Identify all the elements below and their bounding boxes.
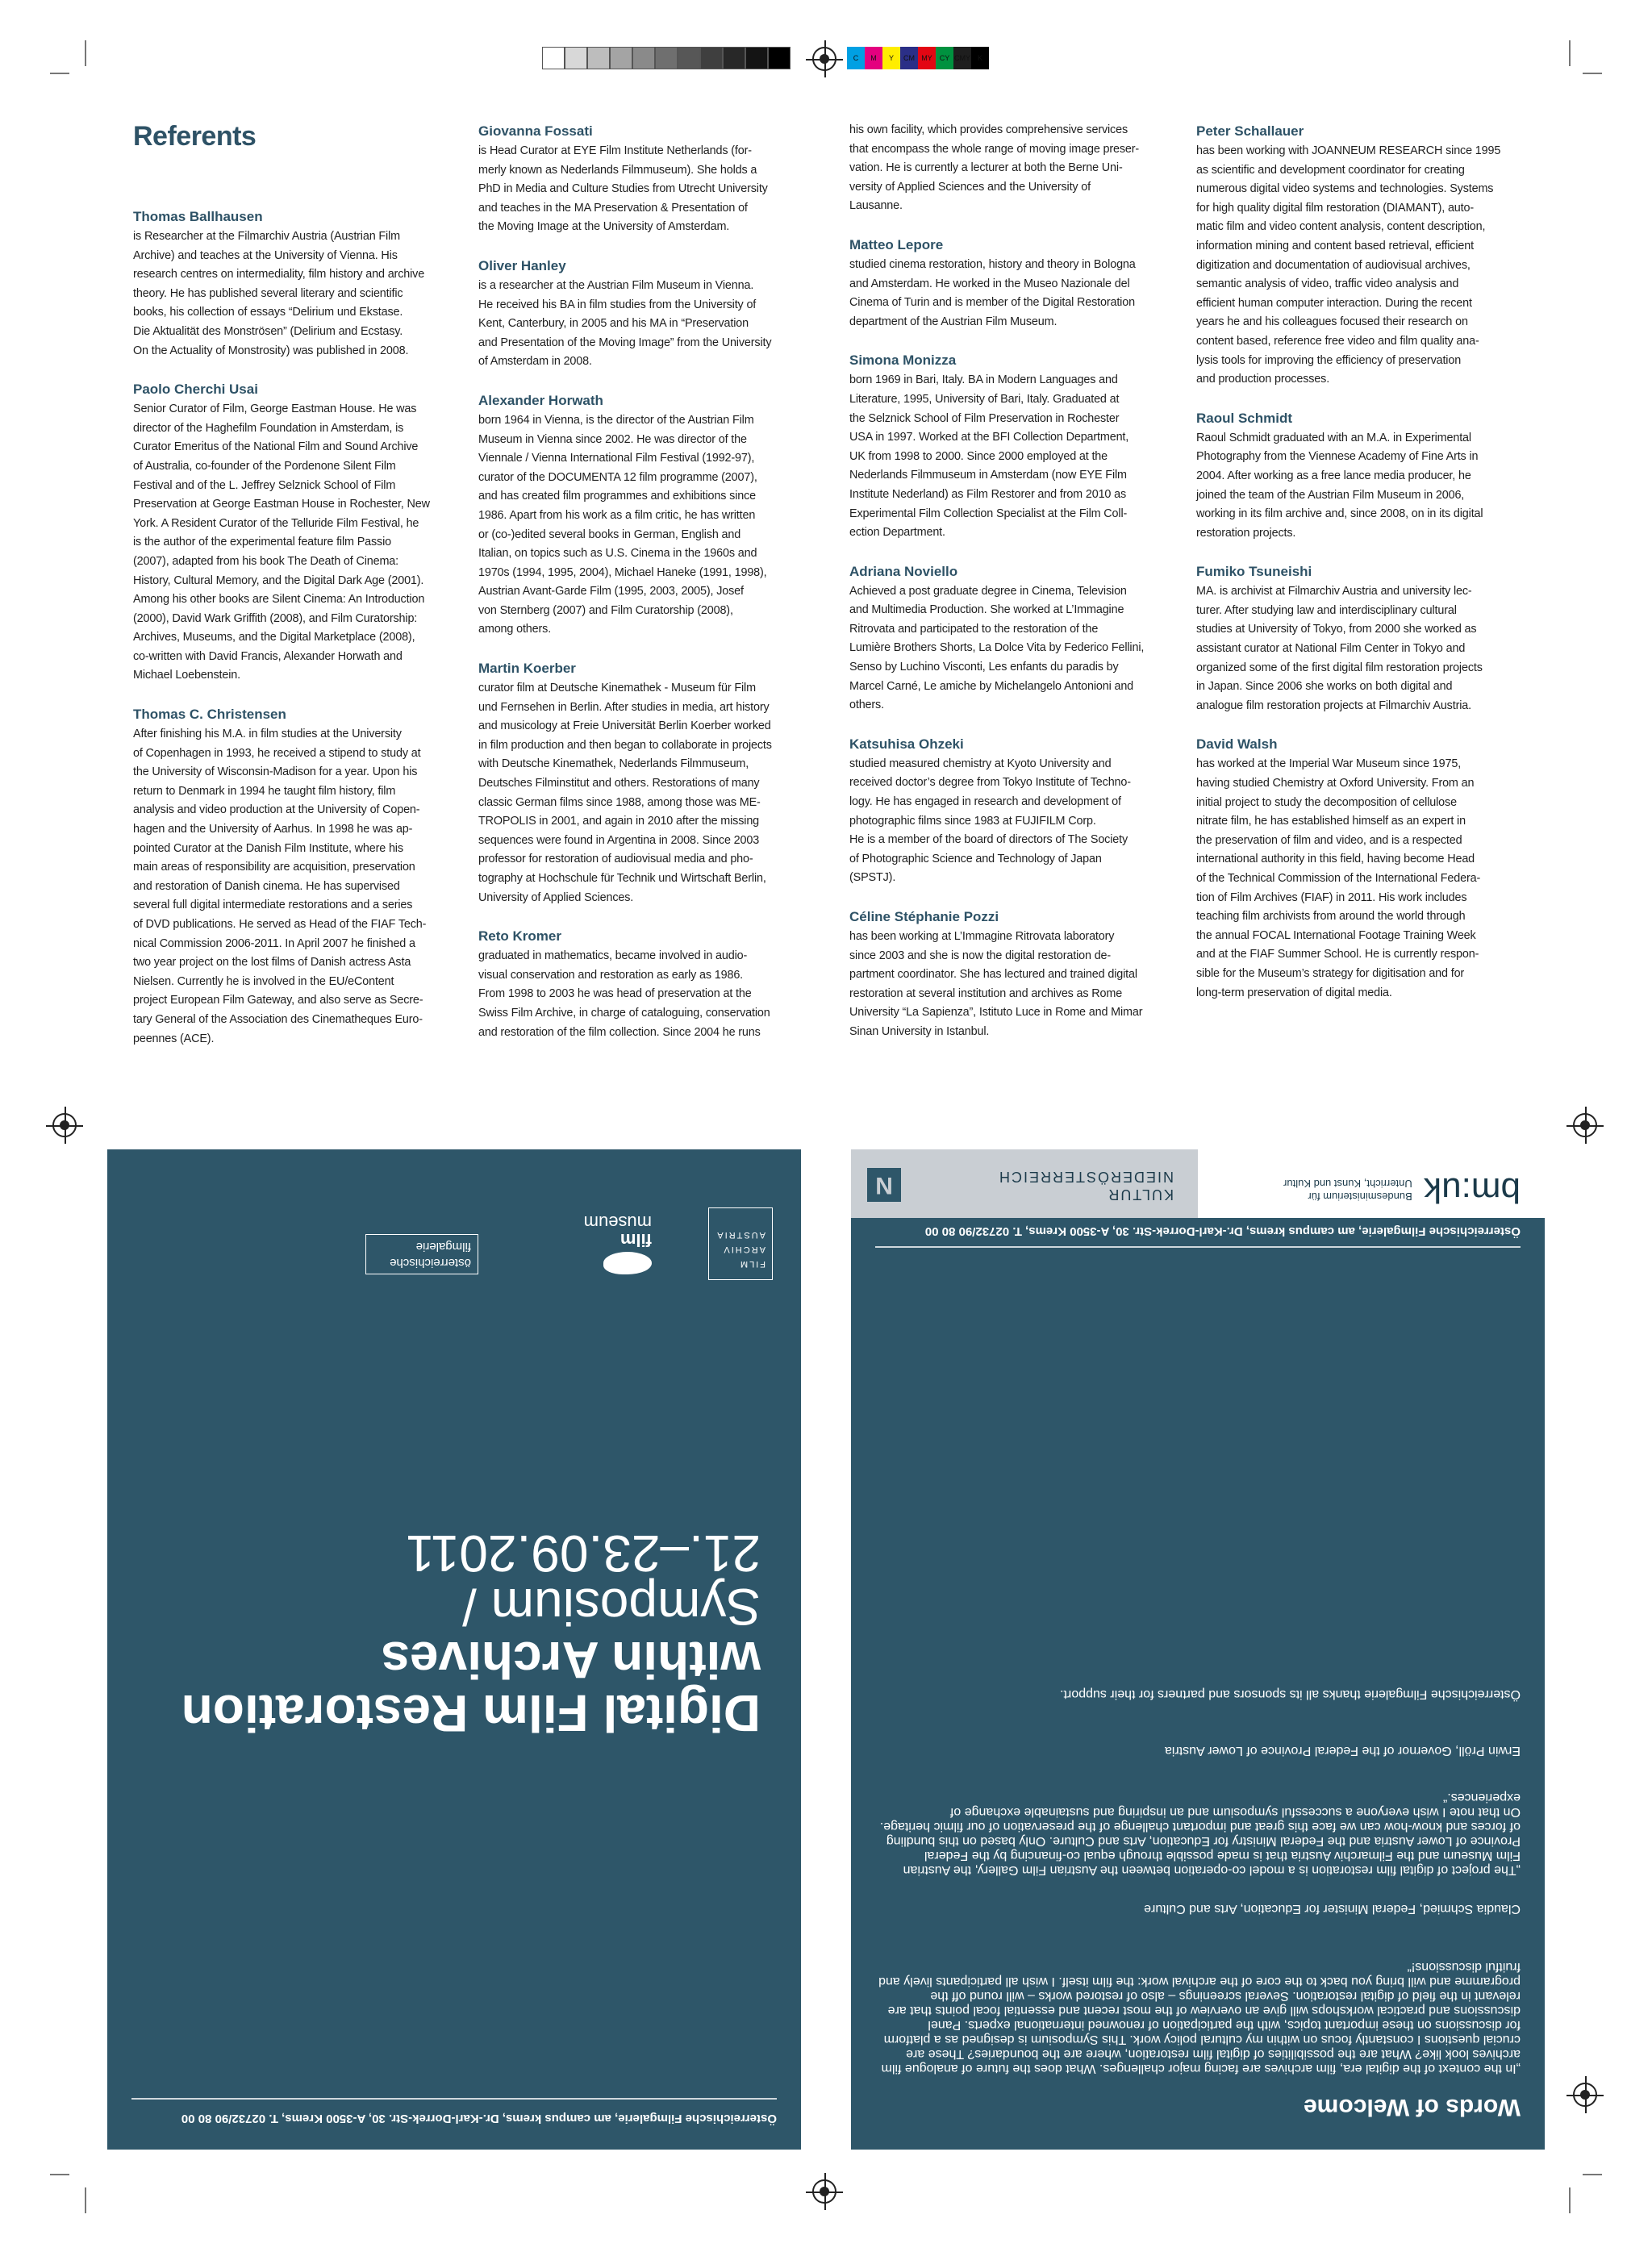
referent-name: David Walsh — [1196, 736, 1278, 753]
referent-entry — [849, 561, 1172, 715]
crop-mark — [1569, 2187, 1571, 2213]
logo-text-filmgalerie: filmgalerie — [415, 1240, 471, 1253]
crop-mark — [1569, 40, 1571, 66]
color-calibration-bar — [542, 47, 791, 69]
referent-bio: After finishing his M.A. in film studies at the University of Copenhagen in 1993, he received a stipend to study at the University of Wisconsin-Madison for a year. Upon his return to Denmark in 1994 he taught film history, film analysis and video production at the University of Copen- hagen and the University of Aarhus. In 1998 he was ap- pointed Curator at the Danish Film Institute, where his main areas of responsibility are acquisition, preservation and restoration of Danish cinema. He has supervised several full digital intermediate restorations and a series of DVD publications. He served as Head of the FIAF Tech- nical Commission 2006-2011. In April 2007 he finished a two year project on the lost films of Danish actress Asta Nielsen. Currently he is involved in the EU/eContent project European Film Gateway, and also serve as Secre- tary General of the Association des Cinematheques Euro- peennes (ACE). — [133, 728, 427, 1045]
referent-bio: Senior Curator of Film, George Eastman House. He was director of the Haghefilm Foundation in Amsterdam, is Curator Emeritus of the National Film and Sound Archive of Australia, co-founder of the Pordenone Silent Film Festival and of the L. Jeffrey Selznick School of Film Preservation at George Eastman House in Rochester, New York. A Resident Curator of the Telluride Film Festival, he is the author of the experimental feature film Passio (2007), adapted from his book The Death of Cinema: History, Cultural Memory, and the Digital Dark Age (2001). Among his other books are Silent Cinema: An Introduction (2000), David Wark Griffith (2008), and Film Curatorship: Archives, Museums, and the Digital Marketplace (2008), co-written with David Francis, Alexander Horwath and Michael Loebenstein. — [133, 402, 430, 682]
referent-name: Céline Stéphanie Pozzi — [849, 909, 999, 924]
referents-column-2 — [478, 121, 801, 1061]
referent-name: Peter Schallauer — [1196, 123, 1304, 139]
gray-step — [723, 47, 745, 69]
cover-divider — [131, 2099, 777, 2100]
referent-name: Simona Monizza — [849, 352, 957, 369]
referent-name: Alexander Horwath — [478, 392, 603, 408]
title-line-1: Digital Film Restoration — [181, 1684, 761, 1742]
back-divider — [875, 1247, 1521, 1249]
gray-step — [655, 47, 678, 69]
cmyk-patch: C — [847, 47, 865, 69]
referent-entry — [133, 379, 456, 686]
filmgalerie-logo — [365, 1234, 478, 1274]
referents-column-3 — [849, 121, 1172, 1061]
logo-text-film: FILM — [738, 1259, 766, 1269]
back-address: Österreichische Filmgalerie, am campus krems, Dr.-Karl-Dorrek-Str. 30, A-3500 Krems, T. 02732/90 80 00 — [924, 1224, 1521, 1238]
logo-text-filmmuseum-2: museum — [583, 1212, 652, 1232]
referent-entry — [1196, 408, 1519, 544]
gray-step — [565, 47, 587, 69]
registration-mark-top — [812, 47, 836, 71]
referent-bio: his own facility, which provides comprehensive services that encompass the whole range of moving image preser- vation. He is currently a lecturer at both the Berne Uni- versity of Applied Sciences and the University of Lausanne. — [849, 123, 1140, 213]
cover-panel — [107, 1149, 801, 2150]
referent-entry — [478, 256, 801, 372]
referents-column-1 — [133, 206, 456, 1067]
bmuk-subtitle — [1283, 1177, 1412, 1203]
referent-entry — [849, 121, 1172, 216]
referent-bio: Raoul Schmidt graduated with an M.A. in Experimental Photography from the Viennese Academy of Fine Arts in 2004. After working as a free lance media producer, he joined the team of the Austrian Film Museum in 2006, working in its film archive and, since 2008, on in its digital restoration projects. — [1196, 431, 1483, 540]
referent-name: Katsuhisa Ohzeki — [849, 736, 964, 752]
cmyk-patch: K — [971, 47, 989, 69]
crop-mark — [50, 73, 69, 74]
referent-name: Paolo Cherchi Usai — [133, 382, 258, 398]
crop-mark — [1583, 2174, 1602, 2175]
referent-bio: MA. is archivist at Filmarchiv Austria and university lec- turer. After studying law and interdisciplinary cultural studies at University of Tokyo, from 2000 she worked as assistant curator at National Film Center in Tokyo and organized some of the first digital film restoration projects in Japan. Since 2006 she works on both digital and analogue film restoration projects at Filmarchiv Austria. — [1196, 585, 1483, 712]
referent-bio: born 1969 in Bari, Italy. BA in Modern Languages and Literature, 1995, University of Bari, Italy. Graduated at the Selznick School of Film Preservation in Rochester USA in 1997. Worked at the BFI Collection Department, UK from 1998 to 2000. Since 2000 employed at the Nederlands Filmmuseum in Amsterdam (now EYE Film Institute Nederland) as Film Restorer and from 2010 as Experimental Film Collection Specialist at the Film Coll- ection Department. — [849, 373, 1129, 540]
bmuk-subtitle-line-1: Bundesministerium für — [1308, 1191, 1412, 1203]
bmuk-wordmark: bm:uk — [1424, 1170, 1521, 1210]
registration-mark-bottom — [812, 2179, 836, 2204]
gray-step — [700, 47, 723, 69]
logo-text-austria: AUSTRIA — [715, 1230, 766, 1240]
welcome-quote-2: „The project of digital film restoration is a model co-operation between the Austrian Film Gallery, the Austrian Film Museum and the Filmarchiv Austria that is made possible through equal co-financing by the Federal Province of Lower Austria and the Federal Ministry for Education, Arts and Culture. Only based on this bundling of forces and know-how can we face this great and important challenge of the preservation of our filmic heritage. On that note I wish everyone a successful symposium and an inspiring and sustainable exchange of experiences.“ — [879, 1791, 1521, 1877]
gray-step — [587, 47, 610, 69]
gray-step — [678, 47, 700, 69]
referent-bio: has worked at the Imperial War Museum since 1975, having studied Chemistry at Oxford University. From an initial project to study the decomposition of cellulose nitrate film, he has established himself as an expert in the preservation of film and video, and is a respected international authority in this field, having become Head of the Technical Commission of the International Federa- tion of Film Archives (FIAF) in 2011. His work includes teaching film archivists from around the world through the annual FOCAL International Footage Training Week and at the FIAF Summer School. He is currently respon- sible for the Museum’s strategy for digitisation and for long-term preservation of digital media. — [1196, 757, 1481, 999]
niederoesterreich-text: NIEDERÖSTERREICH — [997, 1169, 1174, 1185]
bmuk-logo — [1283, 1170, 1521, 1210]
kultur-noe-wordmark — [998, 1168, 1174, 1203]
referent-bio: has been working at L’Immagine Ritrovata laboratory since 2003 and she is now the digital restoration de- partment coordinator. She has lectured and trained digital restoration at several institution and archives as Rome University “La Sapienza”, Istituto Luce in Rome and Mimar Sinan University in Istanbul. — [849, 930, 1143, 1038]
referent-bio: is Researcher at the Filmarchiv Austria (Austrian Film Archive) and teaches at the University of Vienna. His research centres on intermediality, film history and archive theory. He has published several literary and scientific books, his collection of essays “Delirium und Ekstase. Die Aktualität des Monströsen” (Delirium and Ecstasy. On the Actuality of Monstrosity) was published in 2008. — [133, 230, 425, 357]
referent-name: Fumiko Tsuneishi — [1196, 564, 1312, 580]
welcome-quote-1: „In the context of the digital era, film archives are facing major challenges. What does the future of analogue film archives look like? What are the possibilities of digital film restoration, where are the boundaries? These are crucial questions I constantly focus on within my cultural policy work. This Symposium is designed as a platform for discussions on these important topics, with the participation of renowned international experts. Panel discussions and practical workshops will give an overview of the most recent and essential focal points that are relevant in the field of digital restoration. Several screenings – also of restored works – will round off the programme and will bring you back to the core of the archival work: the film itself. I wish all participants lively and fruitful discussions!“ — [878, 1960, 1521, 2075]
crop-mark — [1583, 73, 1602, 74]
referent-name: Thomas C. Christensen — [133, 707, 286, 723]
referent-bio: is Head Curator at EYE Film Institute Netherlands (for- merly known as Nederlands Filmmuseum). She holds a PhD in Media and Culture Studies from Utrecht University and teaches in the MA Preservation & Presentation of the Moving Image at the University of Amsterdam. — [478, 144, 768, 234]
referent-entry — [478, 658, 801, 907]
title-line-3: Symposium / — [462, 1578, 761, 1636]
gray-scale-bar — [542, 47, 791, 69]
kultur-text: KULTUR — [1107, 1186, 1174, 1203]
cmyk-patch: CM — [900, 47, 918, 69]
crop-mark — [50, 2174, 69, 2175]
crop-mark — [85, 2187, 86, 2213]
referent-bio: is a researcher at the Austrian Film Museum in Vienna. He received his BA in film studies from the University of Kent, Canterbury, in 2005 and his MA in “Preservation and Presentation of the Moving Image” from the University of Amsterdam in 2008. — [478, 278, 772, 369]
kultur-noe-icon: N — [867, 1168, 901, 1202]
filmarchiv-austria-logo — [708, 1207, 773, 1280]
cover-address: Österreichische Filmgalerie, am campus krems, Dr.-Karl-Dorrek-Str. 30, A-3500 Krems, T. 02732/90 80 00 — [181, 2112, 777, 2125]
referent-bio: graduated in mathematics, became involved in audio- visual conservation and restoration as early as 1986. From 1998 to 2003 he was head of preservation at the Swiss Film Archive, in charge of cataloguing, conservation and restoration of the film collection. Since 2004 he runs — [478, 949, 770, 1039]
referent-bio: born 1964 in Vienna, is the director of the Austrian Film Museum in Vienna since 2002. He was director of the Viennale / Vienna International Film Festival (1992-97), curator of the DOCUMENTA 12 film programme (2007), and has created film programmes and exhibitions since 1986. Apart from his work as a film critic, he has written or (co-)edited several books in German, English and Italian, on topics such as U.S. Cinema in the 1960s and 1970s (1994, 1995, 2004), Michael Haneke (1991, 1998), Austrian Avant-Garde Film (1995, 2003, 2005), Josef von Sternberg (2007) and Film Curatorship (2008), among others. — [478, 413, 767, 636]
referent-name: Giovanna Fossati — [478, 123, 593, 139]
referents-heading: Referents — [133, 121, 257, 152]
referent-entry — [849, 350, 1172, 542]
referent-entry — [849, 907, 1172, 1042]
referent-bio: studied cinema restoration, history and theory in Bologna and Amsterdam. He worked in the Museo Nazionale del Cinema of Turin and is member of the Digital Restoration department of the Austrian Film Museum. — [849, 257, 1136, 328]
gray-step — [632, 47, 655, 69]
logo-text-filmmuseum-1: film — [620, 1230, 652, 1250]
referent-entry — [478, 926, 801, 1042]
kultur-niederoesterreich-logo — [851, 1149, 1198, 1218]
logo-text-osterreichische: österreichische — [390, 1256, 471, 1270]
referent-name: Reto Kromer — [478, 928, 561, 945]
gray-step — [745, 47, 768, 69]
referent-entry — [849, 235, 1172, 332]
registration-mark-right-bottom — [1573, 2083, 1597, 2107]
referent-entry — [478, 121, 801, 237]
symposium-title — [148, 1524, 761, 1742]
cmyk-patches — [847, 47, 989, 69]
title-line-2: within Archives — [381, 1631, 761, 1689]
referent-name: Adriana Noviello — [849, 563, 958, 579]
cmyk-patch: CY — [936, 47, 953, 69]
registration-mark-left — [52, 1113, 77, 1137]
referent-entry — [478, 390, 801, 640]
referent-entry — [849, 734, 1172, 888]
cmyk-patch: CMY — [953, 47, 971, 69]
registration-mark-right — [1573, 1113, 1597, 1137]
referents-column-4 — [1196, 121, 1519, 1021]
cmyk-bar — [847, 47, 989, 69]
referent-name: Oliver Hanley — [478, 257, 566, 273]
crop-mark — [85, 40, 86, 66]
title-dates: 21.–23.09.2011 — [405, 1524, 761, 1583]
referent-name: Matteo Lepore — [849, 236, 944, 252]
referent-name: Raoul Schmidt — [1196, 410, 1293, 426]
referent-entry — [133, 206, 456, 361]
referent-entry — [1196, 121, 1519, 390]
referent-name: Thomas Ballhausen — [133, 209, 263, 224]
sponsor-strip — [851, 1149, 1545, 1218]
cmyk-patch: Y — [882, 47, 900, 69]
filmmuseum-icon — [603, 1252, 652, 1274]
gray-step — [610, 47, 632, 69]
referent-entry — [1196, 561, 1519, 715]
gray-step — [768, 47, 791, 69]
welcome-signature-2: Erwin Pröll, Governor of the Federal Province of Lower Austria — [1164, 1744, 1521, 1758]
referent-entry — [133, 704, 456, 1049]
referent-bio: Achieved a post graduate degree in Cinema, Television and Multimedia Production. She worked at L’Immagine Ritrovata and participated to the restoration of the Lumière Brothers Shorts, La Dolce Vita by Federico Fellini, Senso by Luchino Visconti, Les enfants du paradis by Marcel Carné, Le amiche by Michelangelo Antonioni and others. — [849, 584, 1145, 712]
filmmuseum-logo — [584, 1213, 652, 1274]
referent-bio: studied measured chemistry at Kyoto University and received doctor’s degree from Tokyo Institute of Techno- logy. He has engaged in research and development of photographic films since 1983 at FUJIFILM Corp. He is a member of the board of directors of The Society of Photographic Science and Technology of Japan (SPSTJ). — [849, 757, 1131, 885]
welcome-title: Words of Welcome — [1304, 2094, 1521, 2121]
gray-step — [542, 47, 565, 69]
referent-bio: curator film at Deutsche Kinemathek - Museum für Film und Fernsehen in Berlin. After studies in media, art history and musicology at Freie Universität Berlin Koerber worked in film production and then began to collaborate in projects with Deutsche Kinemathek, Nederlands Filmmuseum, Deutsches Filminstitut and others. Restorations of many classic German films since 1988, among those was ME- TROPOLIS in 2001, and again in 2010 after the missing sequences were found in Argentina in 2008. Since 2003 professor for restoration of audiovisual media and pho- tography at Hochschule für Technik und Wirtschaft Berlin, University of Applied Sciences. — [478, 682, 772, 904]
bmuk-subtitle-line-2: Unterricht, Kunst und Kultur — [1283, 1178, 1412, 1190]
referent-name: Martin Koerber — [478, 661, 576, 677]
cmyk-patch: MY — [918, 47, 936, 69]
referent-entry — [1196, 734, 1519, 1003]
welcome-signature-1: Claudia Schmied, Federal Minister for Education, Arts and Culture — [1144, 1902, 1521, 1916]
logo-text-archiv: ARCHIV — [722, 1245, 766, 1254]
cmyk-patch: M — [865, 47, 882, 69]
referent-bio: has been working with JOANNEUM RESEARCH since 1995 as scientific and development coordinator for creating numerous digital video systems and technologies. Systems for high quality digital film restoration (DIAMANT), auto- matic film and video content analysis, content description, information mining and content based retrieval, efficient digitization and documentation of audiovisual archives, semantic analysis of video, traffic video analysis and efficient human computer interaction. During the recent years he and his colleagues focused their research on content based, reference free video and film quality ana- lysis tools for improving the efficiency of preservation and production processes. — [1196, 144, 1501, 386]
sponsor-thanks: Österreichische Filmgalerie thanks all its sponsors and partners for their support. — [1060, 1687, 1521, 1701]
welcome-panel — [851, 1149, 1545, 2150]
